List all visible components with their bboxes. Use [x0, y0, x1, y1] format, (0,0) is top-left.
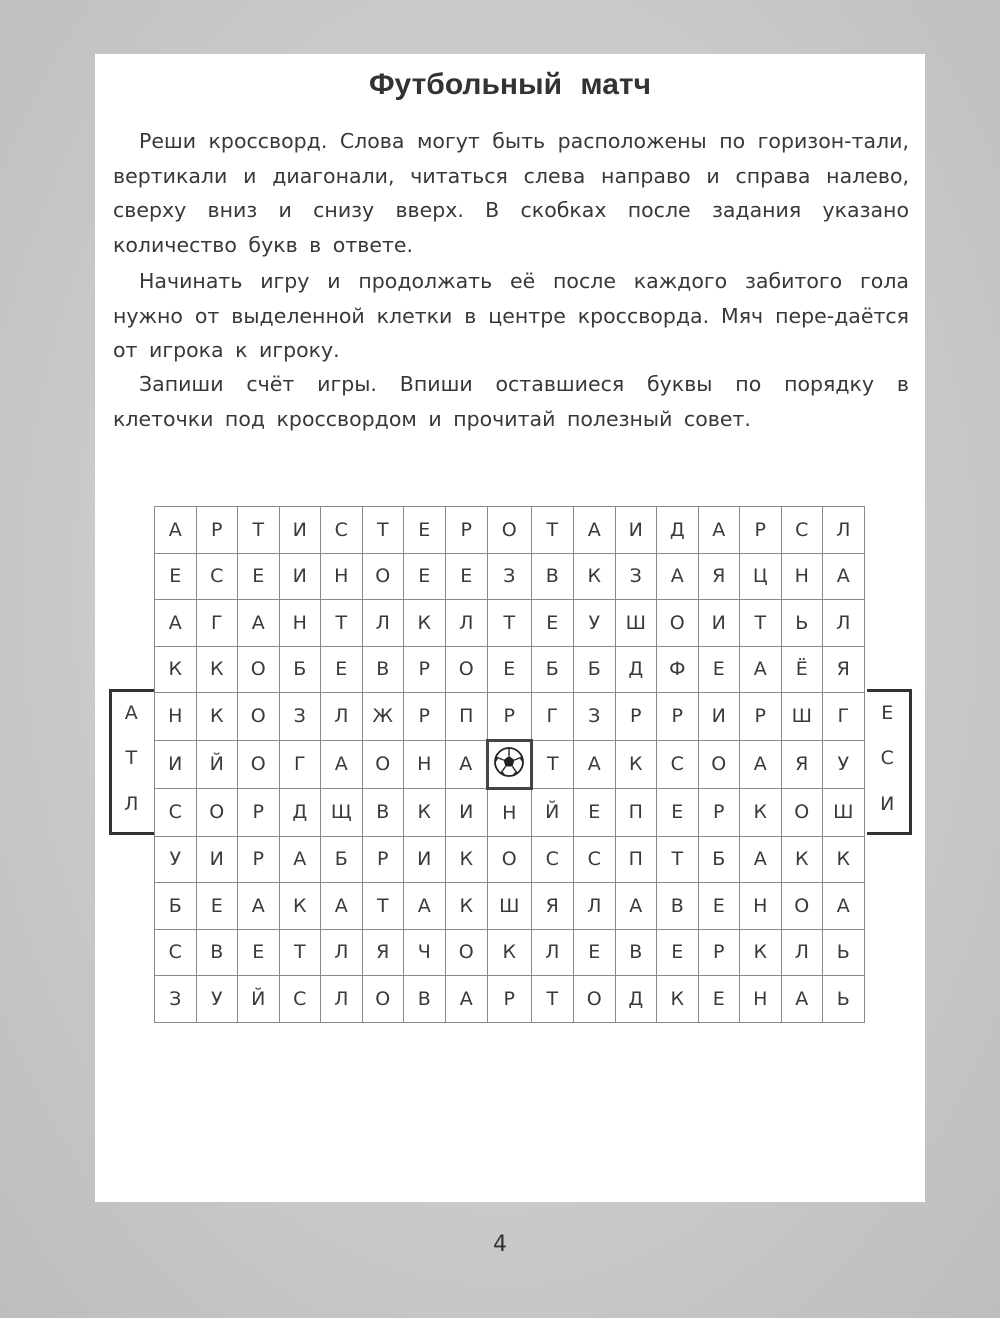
grid-cell[interactable]: Т — [488, 600, 532, 647]
grid-cell[interactable]: Р — [488, 976, 532, 1023]
grid-cell[interactable]: К — [574, 553, 616, 600]
grid-cell[interactable]: О — [657, 600, 699, 647]
grid-cell[interactable]: А — [404, 883, 446, 930]
grid-cell[interactable]: Е — [698, 883, 740, 930]
grid-cell[interactable]: И — [279, 553, 321, 600]
grid-cell[interactable]: Б — [698, 836, 740, 883]
grid-cell[interactable]: Д — [657, 507, 699, 554]
grid-cell[interactable]: О — [488, 836, 532, 883]
grid-cell[interactable]: У — [823, 740, 865, 789]
grid-cell[interactable]: Т — [321, 600, 363, 647]
grid-cell[interactable]: Г — [279, 740, 321, 789]
grid-cell[interactable]: Т — [740, 600, 782, 647]
grid-cell[interactable]: Ш — [781, 693, 823, 741]
grid-cell[interactable]: Ч — [404, 929, 446, 976]
grid-cell[interactable]: Л — [823, 600, 865, 647]
grid-cell[interactable]: П — [615, 836, 657, 883]
grid-cell[interactable]: Ь — [781, 600, 823, 647]
grid-cell[interactable]: Р — [698, 929, 740, 976]
grid-cell[interactable]: К — [740, 789, 782, 837]
grid-cell[interactable]: А — [321, 740, 363, 789]
grid-cell[interactable]: Е — [196, 883, 238, 930]
grid-cell[interactable]: Р — [657, 693, 699, 741]
grid-cell[interactable]: Л — [531, 929, 574, 976]
grid-row — [155, 646, 865, 693]
goal-cell[interactable]: Т — [125, 747, 138, 770]
grid-cell[interactable]: Ш — [615, 600, 657, 647]
grid-cell[interactable]: Ф — [657, 646, 699, 693]
grid-cell[interactable]: Ж — [362, 693, 404, 741]
grid-cell[interactable]: Ь — [823, 976, 865, 1023]
grid-cell[interactable]: А — [321, 883, 363, 930]
grid-cell[interactable]: О — [238, 646, 280, 693]
grid-cell[interactable]: Р — [196, 507, 238, 554]
grid-cell[interactable]: Н — [781, 553, 823, 600]
grid-cell[interactable]: Е — [488, 646, 532, 693]
grid-cell[interactable]: Г — [196, 600, 238, 647]
goal-cell[interactable]: А — [124, 701, 138, 724]
grid-cell[interactable]: Е — [657, 929, 699, 976]
grid-cell[interactable]: И — [615, 507, 657, 554]
grid-cell[interactable]: Я — [823, 646, 865, 693]
grid-cell[interactable]: В — [196, 929, 238, 976]
grid-cell[interactable]: П — [615, 789, 657, 837]
instruction-paragraph-3: Запиши счёт игры. Впиши оставшиеся буквы по порядку в клеточки под кроссвордом и прочитай полезный совет. — [113, 372, 909, 431]
grid-cell[interactable]: Л — [321, 929, 363, 976]
grid-cell[interactable]: Е — [698, 646, 740, 693]
grid-cell[interactable]: А — [445, 740, 488, 789]
grid-cell[interactable]: А — [155, 507, 197, 554]
grid-cell[interactable]: К — [155, 646, 197, 693]
page-title: Футбольный матч — [368, 68, 652, 101]
grid-cell[interactable]: А — [615, 883, 657, 930]
grid-cell[interactable]: Л — [574, 883, 616, 930]
grid-cell[interactable]: Я — [781, 740, 823, 789]
ball-cell[interactable] — [488, 740, 532, 789]
grid-cell[interactable]: О — [238, 740, 280, 789]
grid-cell[interactable]: Й — [196, 740, 238, 789]
grid-cell[interactable]: Т — [531, 507, 574, 554]
grid-cell[interactable]: А — [740, 646, 782, 693]
grid-cell[interactable]: А — [238, 883, 280, 930]
grid-cell[interactable]: Е — [404, 553, 446, 600]
grid-cell[interactable]: В — [362, 789, 404, 837]
grid-cell[interactable]: Ш — [488, 883, 532, 930]
grid-cell[interactable]: И — [445, 789, 488, 837]
grid-cell[interactable]: Е — [574, 929, 616, 976]
grid-cell[interactable]: С — [657, 740, 699, 789]
grid-cell[interactable]: К — [196, 693, 238, 741]
grid-cell[interactable]: Г — [823, 693, 865, 741]
page-number: 4 — [493, 1232, 507, 1257]
grid-row — [155, 553, 865, 600]
grid-cell[interactable]: Т — [657, 836, 699, 883]
grid-cell[interactable]: В — [531, 553, 574, 600]
grid-cell[interactable]: С — [196, 553, 238, 600]
grid-row — [155, 693, 865, 741]
grid-cell[interactable]: И — [698, 600, 740, 647]
grid-cell[interactable]: О — [445, 646, 488, 693]
goal-cell[interactable]: С — [880, 747, 894, 770]
grid-cell[interactable]: К — [445, 836, 488, 883]
grid-cell[interactable]: Л — [362, 600, 404, 647]
crossword-grid — [154, 506, 865, 1023]
grid-cell[interactable]: А — [740, 836, 782, 883]
grid-cell[interactable]: У — [196, 976, 238, 1023]
grid-cell[interactable]: Р — [698, 789, 740, 837]
grid-cell[interactable]: З — [574, 693, 616, 741]
soccer-ball-icon — [493, 746, 525, 778]
grid-cell[interactable]: Н — [740, 976, 782, 1023]
grid-cell[interactable]: О — [781, 883, 823, 930]
grid-cell[interactable]: Н — [740, 883, 782, 930]
grid-cell[interactable]: К — [823, 836, 865, 883]
grid-cell[interactable]: Й — [238, 976, 280, 1023]
grid-cell[interactable]: У — [574, 600, 616, 647]
grid-cell[interactable]: Д — [615, 646, 657, 693]
grid-cell[interactable]: Н — [155, 693, 197, 741]
grid-cell[interactable]: Б — [321, 836, 363, 883]
grid-cell[interactable]: К — [781, 836, 823, 883]
grid-cell[interactable]: О — [781, 789, 823, 837]
grid-cell[interactable]: К — [488, 929, 532, 976]
grid-cell[interactable]: А — [740, 740, 782, 789]
grid-cell[interactable]: А — [574, 740, 616, 789]
grid-cell[interactable]: Я — [698, 553, 740, 600]
grid-cell[interactable]: О — [698, 740, 740, 789]
grid-row — [155, 600, 865, 647]
grid-row — [155, 740, 865, 789]
grid-cell[interactable]: Е — [238, 553, 280, 600]
grid-cell[interactable]: О — [362, 976, 404, 1023]
instruction-paragraph-2: Начинать игру и продолжать её после каждого забитого гола нужно от выделенной клетки в центре кроссворда. Мяч пере-даётся от игрока к игроку. — [113, 269, 909, 362]
grid-cell[interactable]: А — [781, 976, 823, 1023]
grid-cell[interactable]: Б — [574, 646, 616, 693]
grid-cell[interactable]: А — [238, 600, 280, 647]
grid-cell[interactable]: Н — [321, 553, 363, 600]
grid-cell[interactable]: Ь — [823, 929, 865, 976]
grid-cell[interactable]: Н — [488, 789, 532, 837]
grid-cell[interactable]: А — [574, 507, 616, 554]
grid-cell[interactable]: З — [615, 553, 657, 600]
grid-cell[interactable]: Е — [657, 789, 699, 837]
grid-cell[interactable]: Т — [238, 507, 280, 554]
grid-cell[interactable]: К — [740, 929, 782, 976]
grid-cell[interactable]: И — [196, 836, 238, 883]
grid-cell[interactable]: К — [196, 646, 238, 693]
grid-cell[interactable]: С — [155, 929, 197, 976]
grid-cell[interactable]: Й — [531, 789, 574, 837]
grid-cell[interactable]: В — [404, 976, 446, 1023]
grid-cell[interactable]: Т — [362, 507, 404, 554]
instruction-paragraph-1: Реши кроссворд. Слова могут быть расположены по горизон-тали, вертикали и диагонали, читаться слева направо и справа налево, сверху вниз и снизу вверх. В скобках после задания указано количество букв в ответе. — [113, 129, 909, 257]
grid-cell[interactable]: Р — [362, 836, 404, 883]
grid-cell[interactable]: Л — [321, 976, 363, 1023]
grid-cell[interactable]: Д — [279, 789, 321, 837]
grid-cell[interactable]: Л — [321, 693, 363, 741]
grid-cell[interactable]: Е — [321, 646, 363, 693]
goal-cell[interactable]: Л — [124, 792, 139, 815]
grid-cell[interactable]: Л — [781, 929, 823, 976]
grid-cell[interactable]: К — [657, 976, 699, 1023]
grid-cell[interactable]: И — [404, 836, 446, 883]
grid-cell[interactable]: А — [657, 553, 699, 600]
grid-cell[interactable]: И — [698, 693, 740, 741]
grid-cell[interactable]: Г — [531, 693, 574, 741]
grid-cell[interactable]: С — [531, 836, 574, 883]
grid-cell[interactable]: И — [279, 507, 321, 554]
grid-cell[interactable]: К — [615, 740, 657, 789]
grid-cell[interactable]: А — [445, 976, 488, 1023]
grid-cell[interactable]: А — [155, 600, 197, 647]
grid-cell[interactable]: Е — [155, 553, 197, 600]
grid-cell[interactable]: Т — [531, 740, 574, 789]
grid-cell[interactable]: Е — [574, 789, 616, 837]
grid-cell[interactable]: Р — [615, 693, 657, 741]
grid-cell[interactable]: Л — [445, 600, 488, 647]
grid-cell[interactable]: О — [488, 507, 532, 554]
grid-row — [155, 976, 865, 1023]
grid-cell[interactable]: П — [445, 693, 488, 741]
goal-cell[interactable]: И — [880, 792, 895, 815]
grid-cell[interactable]: Д — [615, 976, 657, 1023]
grid-cell[interactable]: Щ — [321, 789, 363, 837]
grid-cell[interactable]: В — [615, 929, 657, 976]
grid-cell[interactable]: Т — [279, 929, 321, 976]
grid-cell[interactable]: Р — [740, 693, 782, 741]
grid-cell[interactable]: С — [321, 507, 363, 554]
grid-cell[interactable]: С — [574, 836, 616, 883]
grid-cell[interactable]: Р — [740, 507, 782, 554]
grid-cell[interactable]: Е — [698, 976, 740, 1023]
grid-cell[interactable]: Е — [404, 507, 446, 554]
grid-cell[interactable]: О — [362, 740, 404, 789]
grid-cell[interactable]: Б — [279, 646, 321, 693]
grid-cell[interactable]: Р — [238, 789, 280, 837]
grid-cell[interactable]: З — [155, 976, 197, 1023]
grid-cell[interactable]: О — [196, 789, 238, 837]
grid-cell[interactable]: З — [488, 553, 532, 600]
grid-cell[interactable]: Б — [531, 646, 574, 693]
grid-cell[interactable]: Р — [404, 646, 446, 693]
grid-cell[interactable]: Н — [404, 740, 446, 789]
grid-cell[interactable]: Ш — [823, 789, 865, 837]
right-goal-letters — [867, 690, 908, 827]
grid-cell[interactable]: Р — [238, 836, 280, 883]
grid-cell[interactable]: Р — [488, 693, 532, 741]
grid-cell[interactable]: Е — [445, 553, 488, 600]
grid-cell[interactable]: О — [445, 929, 488, 976]
grid-cell[interactable]: В — [362, 646, 404, 693]
grid-cell[interactable]: У — [155, 836, 197, 883]
grid-cell[interactable]: А — [279, 836, 321, 883]
grid-cell[interactable]: Т — [531, 976, 574, 1023]
grid-cell[interactable]: О — [362, 553, 404, 600]
grid-cell[interactable]: Т — [362, 883, 404, 930]
grid-cell[interactable]: Р — [404, 693, 446, 741]
grid-cell[interactable]: О — [238, 693, 280, 741]
grid-cell[interactable]: А — [823, 883, 865, 930]
grid-cell[interactable]: С — [155, 789, 197, 837]
grid-cell[interactable]: С — [279, 976, 321, 1023]
grid-cell[interactable]: Е — [531, 600, 574, 647]
grid-cell[interactable]: К — [404, 600, 446, 647]
grid-row — [155, 836, 865, 883]
goal-cell[interactable]: Е — [881, 701, 894, 724]
left-goal-letters — [111, 690, 152, 827]
grid-cell[interactable]: И — [155, 740, 197, 789]
grid-cell[interactable]: З — [279, 693, 321, 741]
grid-cell[interactable]: В — [657, 883, 699, 930]
grid-cell[interactable]: К — [445, 883, 488, 930]
grid-cell[interactable]: Я — [362, 929, 404, 976]
grid-cell[interactable]: Ё — [781, 646, 823, 693]
grid-cell[interactable]: Ц — [740, 553, 782, 600]
grid-cell[interactable]: Н — [279, 600, 321, 647]
grid-row — [155, 507, 865, 554]
grid-cell[interactable]: А — [823, 553, 865, 600]
grid-cell[interactable]: К — [279, 883, 321, 930]
grid-cell[interactable]: О — [574, 976, 616, 1023]
grid-cell[interactable]: К — [404, 789, 446, 837]
grid-cell[interactable]: Я — [531, 883, 574, 930]
grid-cell[interactable]: С — [781, 507, 823, 554]
grid-cell[interactable]: Е — [238, 929, 280, 976]
grid-cell[interactable]: Р — [445, 507, 488, 554]
grid-row — [155, 883, 865, 930]
grid-cell[interactable]: Л — [823, 507, 865, 554]
grid-row — [155, 789, 865, 837]
grid-cell[interactable]: Б — [155, 883, 197, 930]
grid-cell[interactable]: А — [698, 507, 740, 554]
grid-row — [155, 929, 865, 976]
